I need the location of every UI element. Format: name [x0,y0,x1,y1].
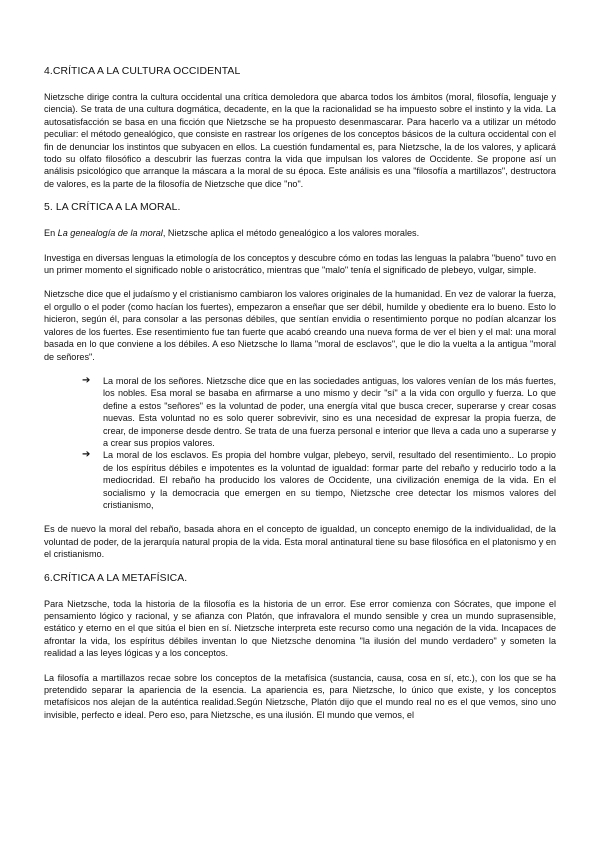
section-4-paragraph-1: Nietzsche dirige contra la cultura occidental una crítica demoledora que abarca todos los ámbitos (moral, filosofía, lenguaje y ciencia). Se trata de una cultura dogmática, decadente, en la que la racionalidad se ha impuesto sobre el instinto y la vida. La autosatisfacción se basa en una ficción que Nietzsche se ha propuesto desenmascarar. Para hacerlo va a utilizar un método peculiar: el método genealógico, que consiste en rastrear los orígenes de los conceptos básicos de la cultura occidental con el fin de denunciar los instintos que subyacen en ellos. La cuestión fundamental es, para Nietzsche, la de los valores, y aplicará todo su olfato filosófico a descubrir las fuerzas contra la vida que impulsan los valores de Occidente. Se propone así un análisis psicológico que arranque la máscara a la moral de su época. Este análisis es una "filosofía a martillazos", destructora de valores, es la parte de la filosofía de Nietzsche que dice "no". [44,92,556,189]
book-title-genealogia: La genealogía de la moral [57,228,163,239]
arrow-bullet-icon: ➔ [82,449,91,461]
section-5-title: 5. LA CRÍTICA A LA MORAL. [44,202,181,214]
section-5-paragraph-3: Nietzsche dice que el judaísmo y el cristianismo cambiaron los valores originales de la humanidad. En vez de valorar la fuerza, el orgullo o el poder (como hacían los fuertes), empezaron a enseñar que ser débil, humilde y obediente era lo bueno. Esto lo hicieron, según él, para consolar a las personas débiles, que sentían envidia o resentimiento porque no podían alcanzar los valores de los fuertes. Ese resentimiento fue tan fuerte que acabó creando una nueva forma de ver el bien y el mal: una moral basada en lo que conviene a los débiles. A eso Nietzsche lo llama "moral de esclavos", que le dio la vuelta a la antigua "moral de señores". [44,289,556,362]
section-5-p1-post: , Nietzsche aplica el método genealógico a los valores morales. [162,228,420,239]
list-item-text: La moral de los señores. Nietzsche dice que en las sociedades antiguas, los valores venían de los más fuertes, los nobles. Esa moral se basaba en afirmarse a uno mismo y decir "sí" a la vida con orgullo y fuerza. Lo que define a estos "señores" es la voluntad de poder, una energía vital que busca crecer, superarse y crear cosas nuevas. Esta voluntad no es solo querer sobrevivir, sino es una necesidad de expresar la propia fuerza, de crear, de imponerse desde dentro. Se trata de una fuerza personal e interior que lleva a cada uno a superarse y a crear sus propios valores. [103,375,556,448]
list-item-moral-esclavos [82,449,556,511]
list-item-text: La moral de los esclavos. Es propia del hombre vulgar, plebeyo, servil, resultado del resentimiento.. Lo propio de los espíritus débiles e impotentes es la voluntad de igualdad: formar parte del rebaño y reducirlo todo a la mediocridad. El rebaño ha producido los valores de Occidente, una civilización enemiga de la vida. En el socialismo y la democracia que emergen en su tiempo, Nietzsche cree detectar los mismos valores del cristianismo, [103,450,556,510]
section-4-title: 4.CRÍTICA A LA CULTURA OCCIDENTAL [44,66,241,77]
list-item-moral-senores [82,375,556,449]
section-6-paragraph-2: La filosofía a martillazos recae sobre los conceptos de la metafísica (sustancia, causa, cosa en sí, etc.), con los que se ha pretendido separar la apariencia de la esencia. La apariencia es, para Nietzsche, lo único que existe, y los conceptos metafísicos nos alejan de la auténtica realidad.Según Nietzsche, Platón dijo que el mundo real no es el que vemos, sino uno invisible, perfecto e ideal. Pero eso, para Nietzsche, es una ilusión. El mundo que vemos, el [44,672,556,720]
section-6-paragraph-1: Para Nietzsche, toda la historia de la filosofía es la historia de un error. Ese error comienza con Sócrates, que impone el pensamiento lógico y racional, y se afianza con Platón, que infravalora el mundo sensible y crea un mundo suprasensible, estático y eterno en el que sitúa el bien en sí. Nietzsche interpreta este recurso como una negación de la vida. Incapaces de afrontar la vida, los espíritus débiles inventan lo que Nietzsche denomina "la ilusión del mundo verdadero" y someten la realidad a las leyes lógicas y a los conceptos. [44,598,556,659]
section-5-paragraph-4: Es de nuevo la moral del rebaño, basada ahora en el concepto de igualdad, un concepto enemigo de la individualidad, de la voluntad de poder, de la jerarquía natural propia de la vida. Esta moral antinatural tiene su base filosófica en el platonismo y en el cristianismo. [44,524,556,560]
section-5-p1-pre: En [44,228,58,239]
section-cultura-occidental [44,66,556,190]
section-5-paragraph-2: Investiga en diversas lenguas la etimología de los conceptos y descubre cómo en todas las lenguas la palabra "bueno" tuvo en un primer momento el significado noble o aristocrático, mientras que "malo" tenía el significado de plebeyo, vulgar, simple. [44,252,556,276]
section-critica-moral [44,202,556,560]
moral-types-list [44,375,556,511]
section-5-paragraph-1 [44,227,556,239]
section-6-title: 6.CRÍTICA A LA METAFÍSICA. [44,572,188,584]
section-critica-metafisica [44,573,556,722]
arrow-bullet-icon: ➔ [82,374,91,386]
